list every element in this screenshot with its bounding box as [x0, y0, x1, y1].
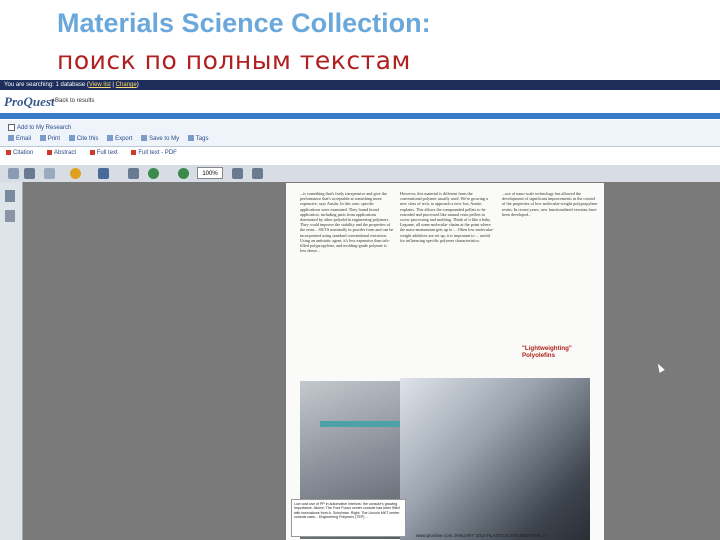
- logo-text: ProQuest: [4, 94, 55, 109]
- document-icon: [90, 150, 95, 155]
- photo-caption: Low cost use of PP in automotive interiors: the console's growing importance. Above: The Ford Focus center console has been filled with innovations from A. Schulman. Right: The Lincoln MKT center console uses... Engineering Polymers (TEP) ...: [291, 499, 406, 537]
- tab-full-text-pdf-label: Full text - PDF: [138, 150, 177, 157]
- export-action[interactable]: [107, 136, 132, 142]
- email-icon: [8, 135, 14, 141]
- email-action-label: Email: [16, 135, 32, 142]
- fit-width-icon[interactable]: [252, 168, 263, 179]
- previous-page-icon[interactable]: [128, 168, 139, 179]
- export-icon: [107, 135, 113, 141]
- add-to-research-checkbox[interactable]: [8, 124, 71, 131]
- cite-icon: [69, 135, 75, 141]
- document-icon: [47, 150, 52, 155]
- cite-action[interactable]: [69, 136, 99, 142]
- tags-action[interactable]: [188, 136, 209, 142]
- pdf-side-panel: [0, 182, 23, 540]
- export-action-label: Export: [115, 135, 133, 142]
- article-column-2: However, this material is different from the conventional polymer usually used. We're growing a new class of tech, to approach a new low, Austin explains. This allows the compounded pellets to be extruded and processed like natural resin pellets in screw processing and molding. Think of it like a baby Legume, all some molecular chains at the point where the mass-momentum gets up to ... Often low molecular-weight additives are set up, it is important to ... useful for influencing specific polymer characteristics.: [400, 191, 494, 243]
- header-divider: [0, 113, 720, 119]
- proquest-screenshot: [0, 80, 720, 540]
- fit-page-icon[interactable]: [232, 168, 243, 179]
- tab-full-text-label: Full text: [96, 150, 118, 157]
- action-toolbar: [8, 135, 215, 142]
- tag-icon: [188, 135, 194, 141]
- email-icon[interactable]: [44, 168, 55, 179]
- proquest-logo[interactable]: [4, 94, 55, 110]
- back-to-results-link[interactable]: « Back to results: [50, 98, 95, 104]
- zoom-in-icon[interactable]: [178, 168, 189, 179]
- pdf-icon: [131, 150, 136, 155]
- tab-full-text-pdf[interactable]: [131, 150, 176, 156]
- checkbox-icon[interactable]: [8, 124, 15, 131]
- save-copy-icon[interactable]: [8, 168, 19, 179]
- save-action[interactable]: [141, 136, 179, 142]
- article-column-3: ...use of nano-scale technology has allowed the development of significant improvements in the control of the properties of low-molecular-weight polypropylene resins. In recent years, new functionalized versions have been developed...: [502, 191, 598, 217]
- format-tabs: [6, 150, 189, 156]
- pdf-page: [286, 183, 604, 540]
- tab-citation[interactable]: [6, 150, 33, 156]
- print-icon[interactable]: [24, 168, 35, 179]
- zoom-tool-icon[interactable]: [70, 168, 81, 179]
- slide-subtitle: поиск по полным текстам: [57, 46, 411, 75]
- tab-citation-label: Citation: [13, 150, 34, 157]
- email-action[interactable]: [8, 136, 31, 142]
- save-action-label: Save to My: [149, 135, 180, 142]
- console-photo-2: [400, 378, 590, 540]
- slide-title: Materials Science Collection:: [57, 8, 431, 38]
- sidebar-heading: "Lightweighting" Polyolefins: [522, 345, 572, 359]
- tab-full-text[interactable]: [90, 150, 118, 156]
- add-to-research-label: Add to My Research: [17, 125, 72, 132]
- print-action[interactable]: [40, 136, 60, 142]
- page-footer: www.ptonline.com JANUARY 2010 PLASTICS ENGINEERING 17: [416, 533, 548, 538]
- change-link[interactable]: Change: [115, 82, 137, 88]
- article-column-1: ...is something that's fairly inexpensive and give the performance that's acceptable at something more expensive, says Austin. In this case, specific applications were examined. They found broad application, including parts from applications dominated by other polyolefin engineering polymers. They could improve the stability and the properties of the resin... SS/TS nominally in powder form and can be incorporated using standard conventional extrusion. Using an antistatic agent, it's less expensive than talc-filled polypropylene, and molding-grade polymer is less dense...: [300, 191, 394, 254]
- tab-abstract-label: Abstract: [54, 150, 77, 157]
- action-panel: [0, 120, 720, 147]
- cite-action-label: Cite this: [76, 135, 99, 142]
- pages-icon[interactable]: [5, 190, 15, 202]
- tab-abstract[interactable]: [47, 150, 76, 156]
- tags-action-label: Tags: [195, 135, 209, 142]
- save-icon: [141, 135, 147, 141]
- database-info-bar: You are searching: 1 database (View list | Change): [0, 80, 720, 90]
- select-tool-icon[interactable]: [98, 168, 109, 179]
- print-icon: [40, 135, 46, 141]
- zoom-out-icon[interactable]: [148, 168, 159, 179]
- zoom-level-field[interactable]: 100%: [197, 167, 223, 179]
- print-action-label: Print: [47, 135, 61, 142]
- attachments-icon[interactable]: [5, 210, 15, 222]
- view-list-link[interactable]: View list: [88, 82, 111, 88]
- database-info-text: You are searching: 1 database: [4, 82, 86, 88]
- document-icon: [6, 150, 11, 155]
